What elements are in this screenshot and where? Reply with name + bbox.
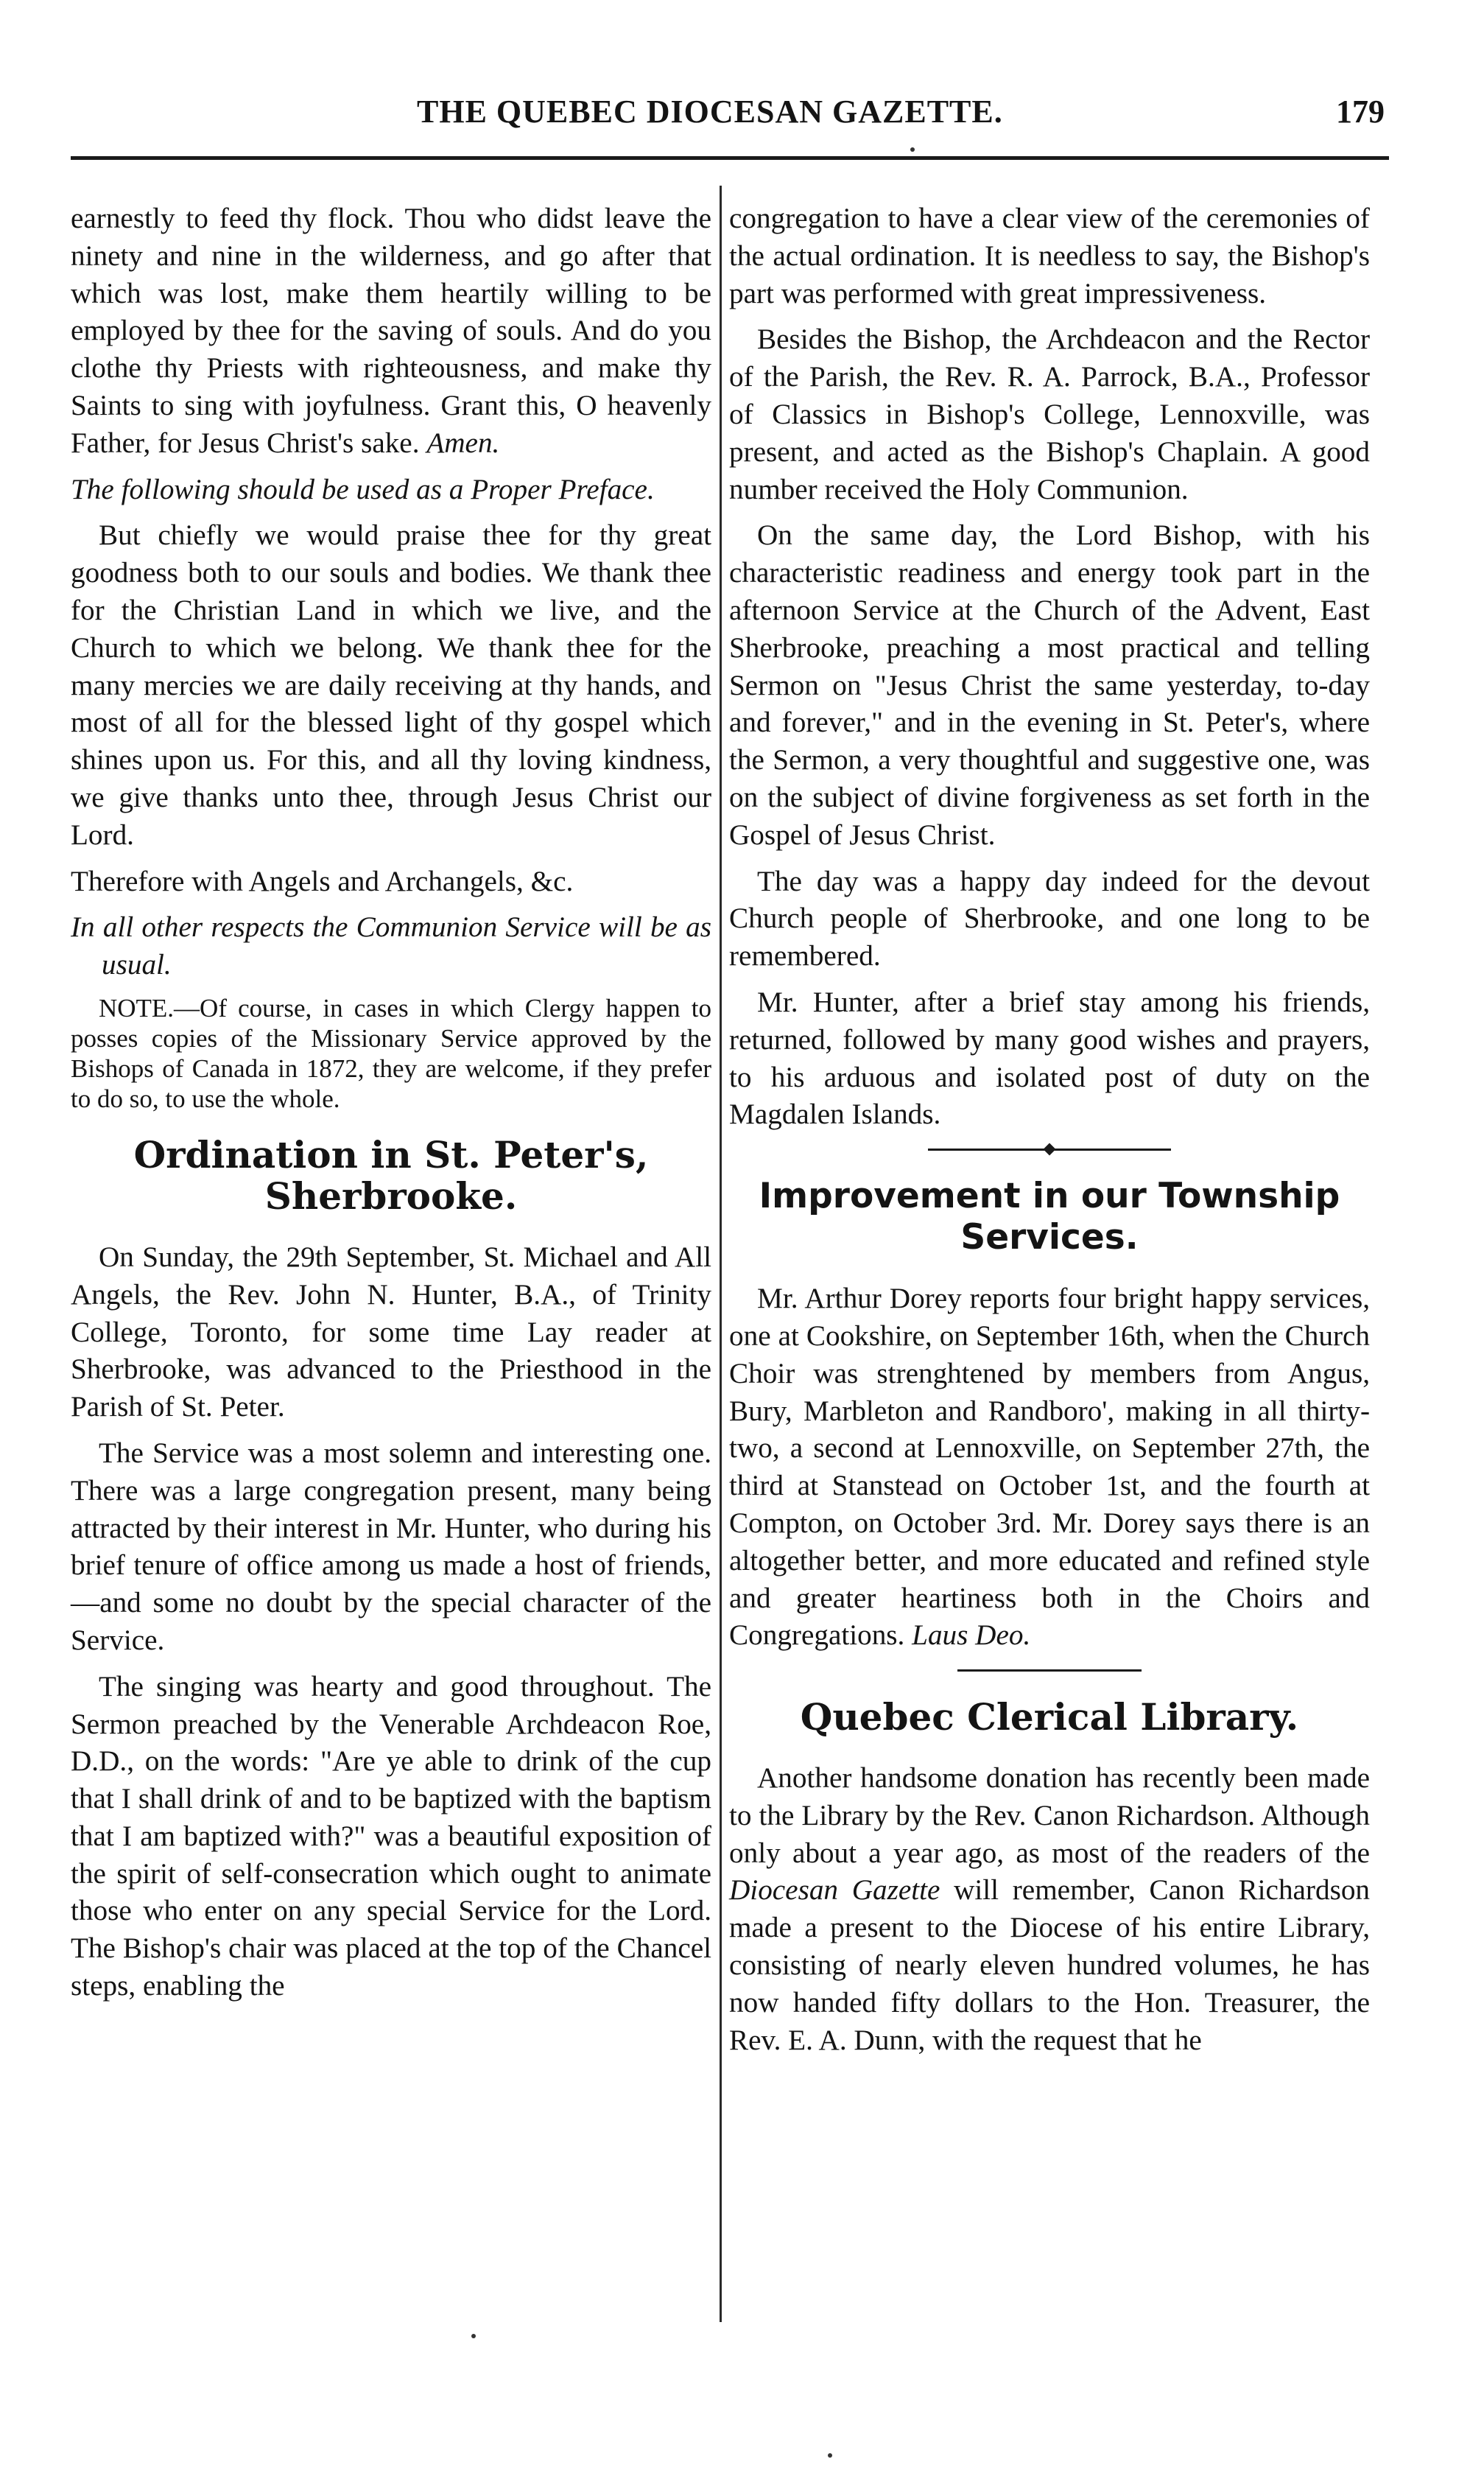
library-heading: Quebec Clerical Library. <box>800 1695 1299 1739</box>
left-column <box>71 200 711 2014</box>
right-column <box>729 200 1370 2068</box>
library-paragraph <box>729 1760 1370 2059</box>
rubric-text: The following should be used as a Proper Preface. <box>71 473 655 505</box>
rubric-proper-preface <box>71 471 711 509</box>
happy-day-paragraph: The day was a happy day indeed for the devout Church people of Sherbrooke, and one long to be remembered. <box>729 865 1370 972</box>
section-separator <box>957 1669 1142 1676</box>
bishop-paragraph: Besides the Bishop, the Archdeacon and the Rector of the Parish, the Rev. R. A. Parrock, B.A., Professor of Classics in Bishop's College, Lennoxville, was present, and acted as the Bishop's Chaplain. A good number received the Holy Communion. <box>729 323 1370 505</box>
hunter-paragraph: Mr. Hunter, after a brief stay among his friends, returned, followed by many good wishes and prayers, to his arduous and isolated post of duty on the Magdalen Islands. <box>729 986 1370 1131</box>
rubric-text: In all other respects the Communion Service will be as usual. <box>71 911 711 981</box>
amen-text: Amen. <box>426 427 500 459</box>
rubric-communion <box>71 909 711 984</box>
dorey-paragraph <box>729 1280 1370 1655</box>
continued-paragraph: congregation to have a clear view of the ceremonies of the actual ordination. It is needless to say, the Bishop's part was performed with great impressiveness. <box>729 203 1370 309</box>
print-speck <box>471 2334 476 2338</box>
header-rule <box>71 156 1389 160</box>
gazette-title: THE QUEBEC DIOCESAN GAZETTE. <box>417 94 1003 130</box>
ordination-heading: Ordination in St. Peter's, Sherbrooke. <box>133 1132 649 1218</box>
section-separator <box>928 1149 1171 1155</box>
library-text-a: Another handsome donation has recently been made to the Library by the Rev. Canon Richardson. Although only about a year ago, as most of the readers of the <box>729 1762 1370 1869</box>
library-text-b: will remember, Canon Richardson made a present to the Diocese of his entire Library, consisting of nearly eleven hundred volumes, he has now handed fifty dollars to the Hon. Treasurer, the Rev. E. A. Dunn, with the request that he <box>729 1874 1371 2056</box>
print-speck <box>828 2453 832 2458</box>
singing-paragraph: The singing was hearty and good throughout. The Sermon preached by the Venerable Archdeacon Roe, D.D., on the words: "Are ye able to drink of the cup that I shall drink of and to be baptized with the baptism that I am baptized with?" was a beautiful exposition of the spirit of self-consecration which ought to animate those who enter on any special Service for the Lord. The Bishop's chair was placed at the top of the Chancel steps, enabling the <box>71 1670 711 2002</box>
angels-line: Therefore with Angels and Archangels, &c. <box>71 865 574 897</box>
service-paragraph: The Service was a most solemn and interesting one. There was a large congregation present, many being attracted by their interest in Mr. Hunter, who during his brief tenure of office among us made a host of friends,—and some no doubt by the special character of the Service. <box>71 1437 711 1656</box>
prayer-text: earnestly to feed thy flock. Thou who didst leave the ninety and nine in the wilderness, and go after that which was lost, make them heartily willing to be employed by thee for the saving of souls. And do you clothe thy Priests with righteousness, and make thy Saints to sing with joyfulness. Grant this, O heavenly Father, for Jesus Christ's sake. <box>71 203 711 459</box>
column-divider <box>720 186 722 2322</box>
preface-paragraph: But chiefly we would praise thee for thy great goodness both to our souls and bodies. We thank thee for the Christian Land in which we live, and the Church to which we belong. We thank thee for the many mercies we are daily receiving at thy hands, and most of all for the blessed light of thy gospel which shines upon us. For this, and all thy loving kindness, we give thanks unto thee, through Jesus Christ our Lord. <box>71 519 711 851</box>
laus-deo-text: Laus Deo. <box>912 1619 1031 1652</box>
gazette-name-text: Diocesan Gazette <box>729 1874 940 1907</box>
township-heading: Improvement in our Township Services. <box>759 1176 1340 1258</box>
page-number: 179 <box>1336 94 1385 130</box>
dorey-text: Mr. Arthur Dorey reports four bright happy services, one at Cookshire, on September 16th, when the Church Choir was strenghtened by members from Angus, Bury, Marbleton and Randboro', making in all thirty-two, a second at Lennoxville, on September 27th, the third at Stanstead on October 1st, and the fourth at Compton, on October 3rd. Mr. Dorey says there is an altogether better, and more educated and refined style and greater heartiness both in the Choirs and Congregations. <box>729 1283 1370 1652</box>
separator-ornament <box>1044 1143 1056 1156</box>
print-speck <box>910 147 915 152</box>
same-day-paragraph: On the same day, the Lord Bishop, with his characteristic readiness and energy took part in the afternoon Service at the Church of the Advent, East Sherbrooke, preaching a most practical and telling Sermon on "Jesus Christ the same yesterday, to-day and forever," and in the evening in St. Peter's, where the Sermon, a very thoughtful and suggestive one, was on the subject of divine forgiveness as set forth in the Gospel of Jesus Christ. <box>729 519 1370 851</box>
ordination-paragraph: On Sunday, the 29th September, St. Michael and All Angels, the Rev. John N. Hunter, B.A., of Trinity College, Toronto, for some time Lay reader at Sherbrooke, was advanced to the Priesthood in the Parish of St. Peter. <box>71 1241 711 1423</box>
running-head <box>71 87 1389 146</box>
note-paragraph: NOTE.—Of course, in cases in which Clergy happen to posses copies of the Missionary Service approved by the Bishops of Canada in 1872, they are welcome, if they prefer to do so, to use the whole. <box>71 993 711 1113</box>
prayer-paragraph <box>71 200 711 463</box>
